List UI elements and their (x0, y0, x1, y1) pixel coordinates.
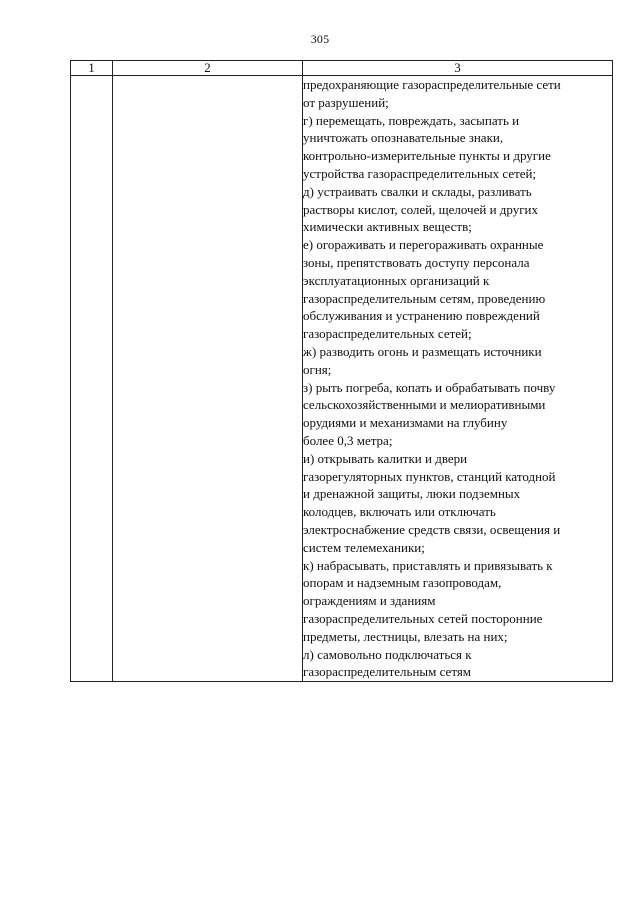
table-header-row (71, 61, 613, 76)
text-line: огня; (303, 361, 332, 377)
text-line: з) рыть погреба, копать и обрабатывать почву (303, 379, 556, 395)
text-line: предметы, лестницы, влезать на них; (303, 628, 508, 644)
text-line: растворы кислот, солей, щелочей и других (303, 201, 539, 217)
document-table (70, 60, 613, 682)
text-line: электроснабжение средств связи, освещения и (303, 521, 561, 537)
text-line: газораспределительных сетей; (303, 326, 472, 342)
text-line: колодцев, включать или отключать (303, 504, 496, 520)
text-line: газораспределительным сетям (303, 664, 472, 680)
text-line: газорегуляторных пунктов, станций катодной (303, 468, 556, 484)
text-line: от разрушений; (303, 94, 389, 110)
text-line: обслуживания и устранению повреждений (303, 308, 540, 324)
column-header-3: 3 (303, 61, 613, 76)
text-line: д) устраивать свалки и склады, разливать (303, 183, 532, 199)
text-line: и дренажной защиты, люки подземных (303, 486, 521, 502)
text-line: газораспределительным сетям, проведению (303, 290, 546, 306)
column-3-cell (303, 76, 613, 682)
text-line: контрольно-измерительные пункты и другие (303, 148, 551, 164)
text-line: орудиями и механизмами на глубину (303, 415, 508, 431)
text-line: л) самовольно подключаться к (303, 646, 472, 662)
text-line: более 0,3 метра; (303, 432, 393, 448)
text-line: г) перемещать, повреждать, засыпать и (303, 112, 520, 128)
text-line: эксплуатационных организаций к (303, 272, 490, 288)
text-line: газораспределительных сетей посторонние (303, 610, 543, 626)
page-number: 305 (310, 32, 330, 46)
text-line: е) огораживать и перегораживать охранные (303, 237, 544, 253)
column-header-1: 1 (71, 61, 113, 76)
text-line: ограждениям и зданиям (303, 593, 436, 609)
text-line: к) набрасывать, приставлять и привязывать к (303, 557, 553, 573)
text-line: предохраняющие газораспределительные сети (303, 77, 561, 92)
column-header-2: 2 (113, 61, 303, 76)
text-line: сельскохозяйственными и мелиоративными (303, 397, 546, 413)
table-row (71, 76, 613, 682)
text-line: систем телемеханики; (303, 539, 425, 555)
text-line: ж) разводить огонь и размещать источники (303, 343, 542, 359)
text-line: химически активных веществ; (303, 219, 472, 235)
text-line: опорам и надземным газопроводам, (303, 575, 502, 591)
text-line: и) открывать калитки и двери (303, 450, 468, 466)
column-1-cell (71, 76, 113, 682)
text-line: зоны, препятствовать доступу персонала (303, 254, 530, 270)
text-line: устройства газораспределительных сетей; (303, 165, 537, 181)
column-2-cell (113, 76, 303, 682)
text-line: уничтожать опознавательные знаки, (303, 130, 504, 146)
